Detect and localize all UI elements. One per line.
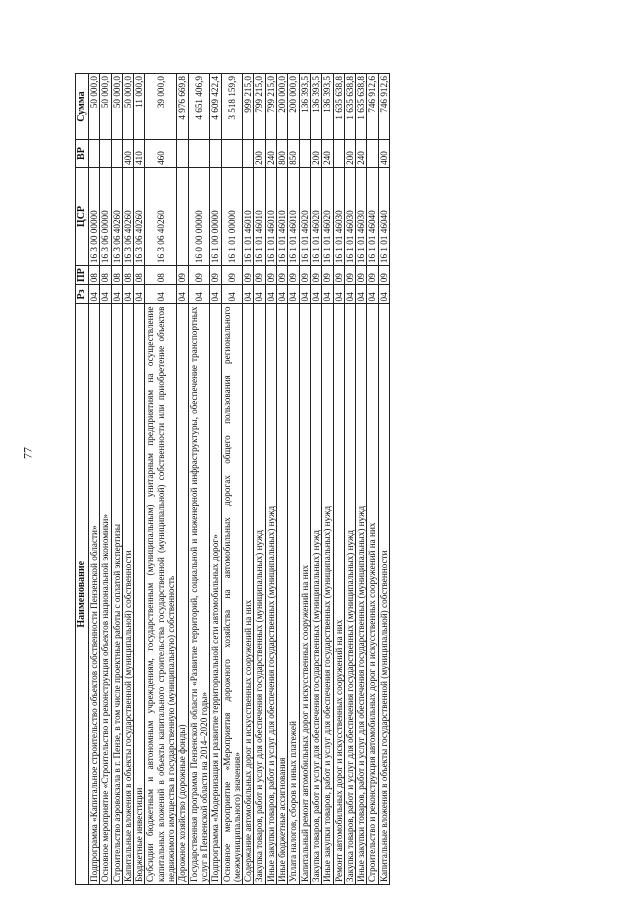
- cell-vr: [111, 140, 122, 168]
- cell-pr: 09: [288, 266, 299, 285]
- cell-csr: 16 0 00 00000: [188, 167, 210, 265]
- cell-rz: 04: [333, 285, 344, 304]
- cell-sum: 1 635 638,8: [356, 74, 367, 140]
- cell-vr: [221, 140, 243, 168]
- cell-csr: 16 1 01 46010: [288, 167, 299, 265]
- cell-sum: 4 976 669,8: [177, 74, 188, 140]
- cell-pr: 08: [134, 266, 145, 285]
- cell-name: Основное мероприятие «Мероприятия дорожного хозяйства на автомобильных дорогах общего пользования регионального (межмуниципального) значения»: [221, 304, 243, 885]
- table-row: [100, 74, 111, 885]
- cell-pr: 09: [310, 266, 321, 285]
- table-row: [288, 74, 299, 885]
- table-row: [310, 74, 321, 885]
- cell-csr: 16 1 01 46030: [356, 167, 367, 265]
- cell-name: Дорожное хозяйство (дорожные фонды): [177, 304, 188, 885]
- cell-name: Бюджетные инвестиции: [134, 304, 145, 885]
- cell-rz: 04: [322, 285, 333, 304]
- cell-vr: 400: [122, 140, 133, 168]
- cell-pr: 08: [100, 266, 111, 285]
- cell-pr: 09: [344, 266, 355, 285]
- cell-vr: [89, 140, 100, 168]
- cell-name: Основное мероприятие «Строительство и реконструкция объектов национальной экономики»: [100, 304, 111, 885]
- cell-csr: 16 3 06 40260: [122, 167, 133, 265]
- cell-name: Закупка товаров, работ и услуг для обеспечения государственных (муниципальных) нужд: [310, 304, 321, 885]
- cell-vr: 400: [378, 140, 389, 168]
- cell-vr: [333, 140, 344, 168]
- cell-pr: 08: [145, 266, 177, 285]
- cell-pr: 09: [333, 266, 344, 285]
- table-row: [188, 74, 210, 885]
- cell-vr: 200: [254, 140, 265, 168]
- cell-pr: 09: [322, 266, 333, 285]
- cell-name: Капитальные вложения в объекты государственной (муниципальной) собственности: [378, 304, 389, 885]
- cell-name: Иные закупки товаров, работ и услуг для обеспечения государственных (муниципальных) нужд: [322, 304, 333, 885]
- cell-sum: 39 000,0: [145, 74, 177, 140]
- cell-csr: 16 3 06 40260: [145, 167, 177, 265]
- cell-csr: 16 3 06 40260: [111, 167, 122, 265]
- cell-pr: 09: [299, 266, 310, 285]
- cell-name: Строительство и реконструкция автомобильных дорог и искусственных сооружений на них: [367, 304, 378, 885]
- cell-csr: 16 1 01 00000: [221, 167, 243, 265]
- cell-rz: 04: [111, 285, 122, 304]
- cell-csr: 16 3 06 00000: [100, 167, 111, 265]
- cell-rz: 04: [134, 285, 145, 304]
- cell-sum: 3 518 159,9: [221, 74, 243, 140]
- table-row: [145, 74, 177, 885]
- cell-sum: 4 609 422,4: [210, 74, 221, 140]
- cell-sum: 799 215,0: [254, 74, 265, 140]
- header-pr: ПР: [76, 266, 89, 285]
- cell-rz: 04: [89, 285, 100, 304]
- table-body: [89, 74, 390, 885]
- cell-sum: 200 000,0: [277, 74, 288, 140]
- cell-csr: 16 1 01 46020: [310, 167, 321, 265]
- cell-pr: 09: [221, 266, 243, 285]
- cell-sum: 50 000,0: [111, 74, 122, 140]
- cell-rz: 04: [356, 285, 367, 304]
- cell-name: Подпрограмма «Модернизация и развитие территориальной сети автомобильных дорог»: [210, 304, 221, 885]
- table-row: [356, 74, 367, 885]
- cell-rz: 04: [243, 285, 254, 304]
- cell-vr: 240: [356, 140, 367, 168]
- cell-rz: 04: [210, 285, 221, 304]
- header-name: Наименование: [76, 304, 89, 885]
- cell-csr: 16 3 06 40260: [134, 167, 145, 265]
- cell-sum: 50 000,0: [89, 74, 100, 140]
- cell-vr: 850: [288, 140, 299, 168]
- table-row: [367, 74, 378, 885]
- cell-name: Подпрограмма «Капитальное строительство объектов собственности Пензенской области»: [89, 304, 100, 885]
- cell-vr: 200: [344, 140, 355, 168]
- cell-sum: 4 651 406,9: [188, 74, 210, 140]
- table-row: [322, 74, 333, 885]
- table-row: [89, 74, 100, 885]
- cell-vr: 460: [145, 140, 177, 168]
- header-csr: ЦСР: [76, 167, 89, 265]
- cell-csr: 16 1 01 46010: [243, 167, 254, 265]
- cell-rz: 04: [254, 285, 265, 304]
- table-row: [177, 74, 188, 885]
- cell-rz: 04: [367, 285, 378, 304]
- cell-sum: 136 393,5: [322, 74, 333, 140]
- cell-vr: 410: [134, 140, 145, 168]
- cell-vr: [243, 140, 254, 168]
- header-rz: Рз: [76, 285, 89, 304]
- cell-vr: 240: [265, 140, 276, 168]
- page-number: 77: [20, 447, 35, 459]
- cell-name: Государственная программа Пензенской области «Развитие территорий, социальной и инженерной инфраструктуры, обеспечение транспортных услуг в Пензенской области на 2014–2020 годы»: [188, 304, 210, 885]
- cell-name: Иные закупки товаров, работ и услуг для обеспечения государственных (муниципальных) нужд: [356, 304, 367, 885]
- table-header-row: [76, 74, 89, 885]
- table-row: [134, 74, 145, 885]
- budget-table: [75, 73, 390, 885]
- cell-rz: 04: [310, 285, 321, 304]
- cell-csr: 16 1 01 46010: [254, 167, 265, 265]
- table-row: [210, 74, 221, 885]
- cell-name: Ремонт автомобильных дорог и искусственных сооружений на них: [333, 304, 344, 885]
- cell-vr: 240: [322, 140, 333, 168]
- cell-name: Закупка товаров, работ и услуг для обеспечения государственных (муниципальных) нужд: [344, 304, 355, 885]
- cell-name: Субсидии бюджетным и автономным учреждениям, государственным (муниципальным) унитарным предприятиям на осуществление капитальных вложений в объекты капитального строительства государственной (муниципальной) собственности или приобретение объектов недвижимого имущества в государственную (муниципальную) собственность: [145, 304, 177, 885]
- cell-vr: [210, 140, 221, 168]
- cell-rz: 04: [299, 285, 310, 304]
- cell-pr: 09: [356, 266, 367, 285]
- cell-rz: 04: [221, 285, 243, 304]
- cell-csr: 16 1 01 46030: [344, 167, 355, 265]
- rotated-page: [75, 73, 640, 885]
- table-row: [221, 74, 243, 885]
- cell-vr: [188, 140, 210, 168]
- cell-vr: 800: [277, 140, 288, 168]
- cell-name: Иные закупки товаров, работ и услуг для обеспечения государственных (муниципальных) нужд: [265, 304, 276, 885]
- table-row: [111, 74, 122, 885]
- cell-vr: [177, 140, 188, 168]
- cell-vr: 200: [310, 140, 321, 168]
- cell-rz: 04: [100, 285, 111, 304]
- cell-rz: 04: [145, 285, 177, 304]
- cell-sum: 136 393,5: [299, 74, 310, 140]
- cell-vr: [367, 140, 378, 168]
- cell-sum: 50 000,0: [100, 74, 111, 140]
- cell-rz: 04: [344, 285, 355, 304]
- cell-rz: 04: [277, 285, 288, 304]
- cell-sum: 1 635 638,8: [333, 74, 344, 140]
- cell-pr: 09: [210, 266, 221, 285]
- cell-sum: 136 393,5: [310, 74, 321, 140]
- cell-csr: 16 1 01 46040: [367, 167, 378, 265]
- table-row: [122, 74, 133, 885]
- cell-name: Строительство аэровокзала в г. Пензе, в том числе проектные работы с оплатой экспертизы: [111, 304, 122, 885]
- cell-csr: 16 1 01 46020: [299, 167, 310, 265]
- table-row: [333, 74, 344, 885]
- table-row: [299, 74, 310, 885]
- cell-csr: 16 3 00 00000: [89, 167, 100, 265]
- cell-pr: 09: [367, 266, 378, 285]
- cell-sum: 746 912,6: [367, 74, 378, 140]
- cell-name: Капитальные вложения в объекты государственной (муниципальной) собственности: [122, 304, 133, 885]
- table-row: [344, 74, 355, 885]
- cell-name: Содержание автомобильных дорог и искусственных сооружений на них: [243, 304, 254, 885]
- cell-rz: 04: [177, 285, 188, 304]
- cell-name: Капитальный ремонт автомобильных дорог и искусственных сооружений на них: [299, 304, 310, 885]
- cell-pr: 09: [378, 266, 389, 285]
- cell-name: Закупка товаров, работ и услуг для обеспечения государственных (муниципальных) нужд: [254, 304, 265, 885]
- cell-csr: 16 1 01 46010: [277, 167, 288, 265]
- cell-vr: [100, 140, 111, 168]
- cell-rz: 04: [378, 285, 389, 304]
- cell-rz: 04: [265, 285, 276, 304]
- cell-pr: 09: [277, 266, 288, 285]
- table-row: [378, 74, 389, 885]
- table-row: [277, 74, 288, 885]
- cell-sum: 11 000,0: [134, 74, 145, 140]
- table-row: [265, 74, 276, 885]
- cell-sum: 200 000,0: [288, 74, 299, 140]
- cell-pr: 08: [122, 266, 133, 285]
- cell-pr: 08: [89, 266, 100, 285]
- cell-pr: 09: [188, 266, 210, 285]
- cell-csr: 16 1 01 46030: [333, 167, 344, 265]
- cell-csr: 16 1 01 46010: [265, 167, 276, 265]
- cell-pr: 08: [111, 266, 122, 285]
- cell-sum: 1 635 638,8: [344, 74, 355, 140]
- cell-name: Уплата налогов, сборов и иных платежей: [288, 304, 299, 885]
- cell-sum: 799 215,0: [265, 74, 276, 140]
- cell-sum: 50 000,0: [122, 74, 133, 140]
- cell-csr: 16 1 00 00000: [210, 167, 221, 265]
- cell-rz: 04: [188, 285, 210, 304]
- header-vr: ВР: [76, 140, 89, 168]
- table-row: [243, 74, 254, 885]
- cell-csr: [177, 167, 188, 265]
- cell-pr: 09: [265, 266, 276, 285]
- cell-rz: 04: [122, 285, 133, 304]
- cell-sum: 999 215,0: [243, 74, 254, 140]
- cell-pr: 09: [243, 266, 254, 285]
- header-sum: Сумма: [76, 74, 89, 140]
- cell-rz: 04: [288, 285, 299, 304]
- cell-vr: [299, 140, 310, 168]
- cell-pr: 09: [177, 266, 188, 285]
- cell-csr: 16 1 01 46040: [378, 167, 389, 265]
- table-row: [254, 74, 265, 885]
- cell-name: Иные бюджетные ассигнования: [277, 304, 288, 885]
- cell-pr: 09: [254, 266, 265, 285]
- cell-csr: 16 1 01 46020: [322, 167, 333, 265]
- cell-sum: 746 912,6: [378, 74, 389, 140]
